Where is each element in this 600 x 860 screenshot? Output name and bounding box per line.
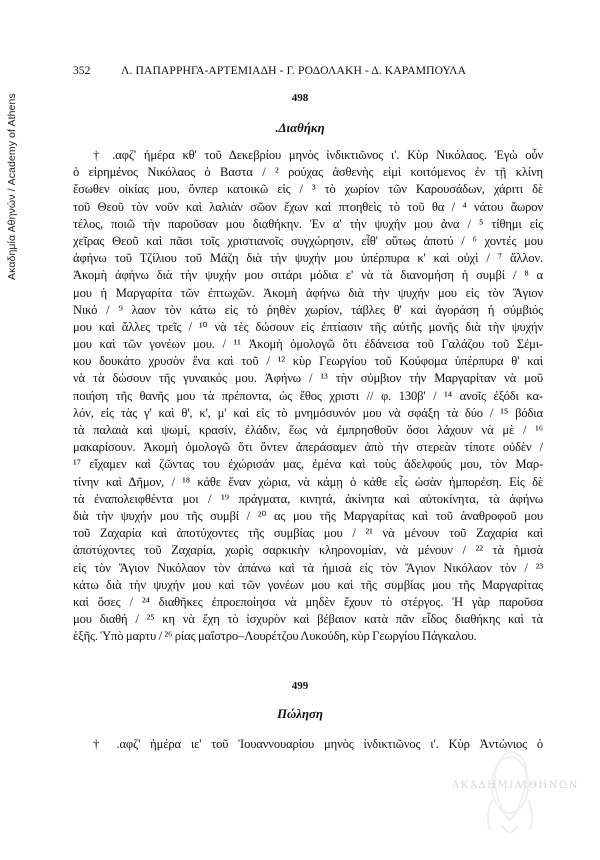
doc-498-number: 498: [291, 92, 309, 104]
page-header: [73, 64, 543, 77]
side-watermark: Ακαδημία Αθηνών / Academy of Athens: [6, 93, 18, 280]
text-line: καὶ ὅσες / ²⁴ διαθῆκες ἐπροεποίησα νὰ μηδὲν ἔχουν τὸ στέργος. Ἡ γὰρ παροῦσα: [73, 594, 543, 609]
text-line: ἔσωθεν οἰκίας μου, ὄνπερ κατοικῶ εἰς / ³ τὸ χωρίον τῶν Καρουσάδων, χάριτι δὲ: [73, 182, 543, 197]
text-line: λόν, εἰς τὰς γ' καὶ θ', κ', μ' καὶ εἰς τὸ μνημόσυνόν μου νὰ σφάξη τὰ δύο / ¹⁵ βόδια: [73, 405, 543, 420]
text-line: μου διαθή / ²⁵ κη νὰ ἔχη τὸ ἰσχυρὸν καὶ βέβαιον κατὰ πᾶν εἶδος διαθήκης καὶ τὰ: [73, 612, 543, 627]
text-line: κου δουκάτο χρυσὸν ἕνα καὶ τοῦ / ¹² κὺρ Γεωργίου τοῦ Κούφομα ὑπέρπυρα θ' καὶ: [73, 354, 543, 369]
text-line: χεῖρας Θεοῦ καὶ πᾶσι τοῖς χριστιανοῖς συγχώρησιν, εἶθ' οὕτως ἀποτύ / ⁶ χοντές μου: [73, 233, 543, 248]
academy-logo-watermark: [430, 740, 595, 850]
logo-left-text: ΑΚΑΔΗΜΙΑ: [452, 780, 524, 791]
text-line: ἀποτύχοντες τοῦ Ζαχαρία, χωρὶς σαρκικὴν κληρονομίαν, νὰ μένουν / ²² τὰ ἡμισὰ: [73, 543, 543, 558]
text-line: τοῦ Θεοῦ τὸν νοῦν καὶ λαλιὰν σῶον ἔχων καὶ πτοηθεὶς τὸ τοῦ θα / ⁴ νάτου ἄωρον: [73, 199, 543, 214]
text-line: ἀφήνω τοῦ Τζίλιου τοῦ Μάζη διὰ τὴν ψυχήν μου ὑπέρπυρα κ' καὶ οὐχὶ / ⁷ ἄλλον.: [73, 251, 543, 266]
running-head: Λ. ΠΑΠΑΡΡΗΓΑ-ΑΡΤΕΜΙΑΔΗ - Γ. ΡΟΔΟΛΑΚΗ - Δ. ΚΑΡΑΜΠΟΥΛΑ: [121, 64, 467, 77]
text-line: μου καὶ τῶν γονέων μου. / ¹¹ Ἀκομὴ ὁμολογῶ ὅτι ἐδάνεισα τοῦ Γαλάζου τοῦ Σέμι-: [73, 337, 543, 352]
doc-498-body: [73, 147, 543, 645]
text-line: † .αφζ' ἡμέρα ιε' τοῦ Ἰουαννουαρίου μηνὸς ἰνδικτιῶνος ι'. Κὺρ Ἀντώνιος ὁ: [93, 737, 543, 751]
text-line: κάτω διὰ τὴν ψυχήν μου καὶ τῶν γονέων μου καὶ τῆς συμβίας μου τῆς Μαργαρίτας: [73, 577, 543, 592]
text-line: τέλος, ποιῶ τὴν παροῦσαν μου διαθήκην. Ἐν α' τὴν ψυχήν μου ἀνα / ⁵ τίθημι εἰς: [73, 216, 543, 231]
text-line: † .αφζ' ἡμέρα κθ' τοῦ Δεκεβρίου μηνὸς ἰνδικτιῶνος ι'. Κὺρ Νικόλαος. Ἐγὼ οὖν: [93, 148, 543, 162]
doc-499-number: 499: [291, 680, 309, 692]
doc-498-heading: .Διαθήκη: [275, 121, 325, 135]
doc-499-heading: Πώληση: [277, 707, 323, 721]
text-line: μου ἡ Μαργαρίτα τῶν ἐπτωχῶν. Ἀκομὴ ἀφήνω διὰ τὴν ψυχήν μου εἰς τὸν Ἅγιον: [73, 285, 543, 300]
text-line: τοῦ Ζαχαρία καὶ ἀποτύχοντες τῆς συμβίας μου / ²¹ νὰ μένουν τοῦ Ζαχαρία καὶ: [73, 526, 543, 541]
text-line: μακαρίσουν. Ἀκομὴ ὁμολογῶ ὅτι ὄντεν ἀπεράσαμεν ἀπὸ τὴν στερεὰν τίποτε οὐδὲν /: [73, 440, 543, 455]
text-line: ¹⁷ εἴχαμεν καὶ ζῶντας του ἐχώρισάν μας, ἐμένα καὶ τοὺς ἀδελφούς μου, τὸν Μαρ-: [73, 457, 543, 472]
logo-right-text: ΑΘΗΝΩΝ: [520, 780, 579, 791]
text-line: Ἀκομὴ ἀφήνω διὰ τὴν ψυχήν μου σιτάρι μόδια ε' νὰ τὰ διανομήση ἡ συμβί / ⁸ α: [73, 268, 543, 283]
text-line: τὰ παλαιὰ καὶ ψωμί, κρασίν, ἐλάδιν, ἕως νὰ ἐμπρησθοῦν ὅσοι λάχουν νὰ μὲ / ¹⁶: [73, 423, 543, 437]
text-line: ποιήση τῆς θανῆς μου τὰ πρέποντα, ὡς ἔθος χριστι // φ. 130β' / ¹⁴ ανοῖς ἐξόδι κα-: [73, 388, 543, 403]
text-line: Νικό / ⁹ λαον τὸν κάτω εἰς τὸ ῥηθὲν χωρίον, τάβλες θ' καὶ ἀγοράση ἡ σύμβιός: [73, 302, 543, 317]
text-line: εἰς τὸν Ἅγιον Νικόλαον τὸν ἀπάνω καὶ τὰ ἡμισὰ εἰς τὸν Ἅγιον Νικόλαον τὸν / ²³: [73, 560, 543, 575]
text-line: ἑξῆς. Ὑπὸ μαρτυ / ²⁶ ρίας μαΐστρο–Λουρέτζου Λυκούδη, κὺρ Γεωργίου Πάγκαλου.: [73, 629, 477, 644]
text-line: νὰ τὰ δώσουν τῆς γυναικός μου. Ἀφήνω / ¹³ τὴν σύμβιον τὴν Μαργαρίταν νὰ μοῦ: [73, 371, 543, 386]
page-number: 352: [73, 64, 91, 77]
text-line: διὰ τὴν ψυχήν μου τῆς συμβί / ²⁰ ας μου τῆς Μαργαρίτας καὶ τοῦ ἀναθροφοῦ μου: [73, 508, 543, 523]
text-line: τίνην καὶ Δῆμον, / ¹⁸ κάθε ἕναν χώρια, νὰ κάμῃ ὁ κάθε εἷς ὡσὰν ἠμπορέση. Εἰς δὲ: [73, 474, 543, 489]
text-line: τὰ ἐναπολειφθέντα μοι / ¹⁹ πράγματα, κινητά, ἀκίνητα καὶ αὐτοκίνητα, τὰ ἀφήνω: [73, 491, 543, 506]
text-line: μου καὶ ἄλλες τρεῖς / ¹⁰ νὰ τὲς δώσουν εἰς ἐπτίασιν τῆς αὐτῆς μονῆς διὰ τὴν ψυχήν: [73, 319, 543, 334]
text-line: ὁ εἰρημένος Νικόλαος ὁ Βαστα / ² ρούχας ἀσθενὴς εἰμὶ κοιτόμενος ἐν τῇ κλίνη: [73, 165, 543, 180]
